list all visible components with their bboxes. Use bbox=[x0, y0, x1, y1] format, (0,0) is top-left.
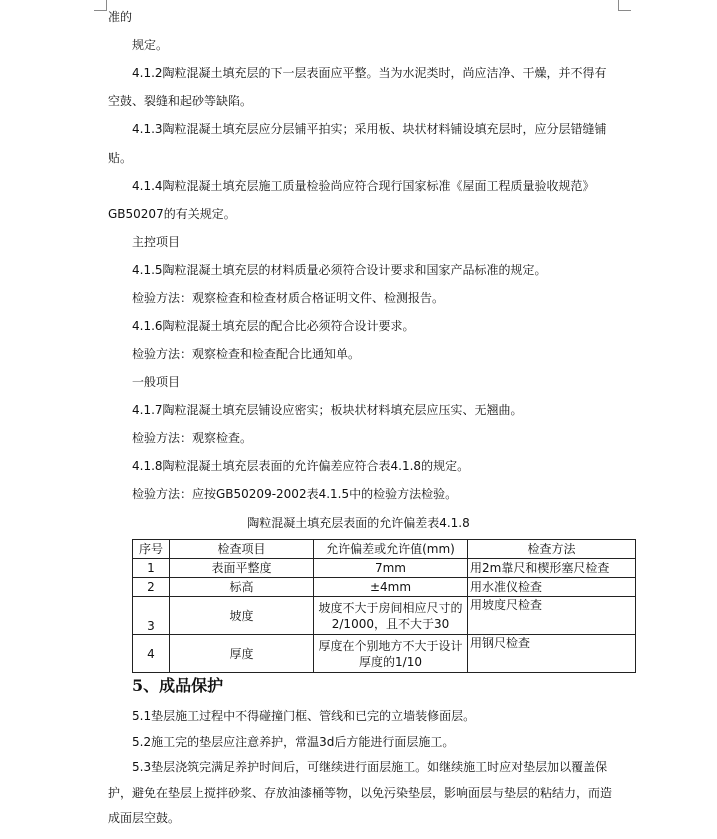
paragraph-line: 5.3垫层浇筑完满足养护时间后，可继续进行面层施工。如继续施工时应对垫层加以覆盖保 bbox=[132, 760, 608, 774]
paragraph-line: 4.1.2陶粒混凝土填充层的下一层表面应平整。当为水泥类时，尚应洁净、干燥，并不得有 bbox=[132, 66, 607, 80]
table-row bbox=[133, 559, 636, 578]
table-cell: 用坡度尺检查 bbox=[468, 597, 636, 635]
paragraph-line: GB50207的有关规定。 bbox=[108, 207, 236, 221]
table-cell-line: 厚度在个别地方不大于设计 bbox=[318, 638, 463, 653]
table-cell: 用钢尺检查 bbox=[468, 635, 636, 673]
tolerance-table bbox=[132, 539, 636, 673]
table-cell: 3 bbox=[133, 597, 170, 635]
paragraph-line: 准的 bbox=[108, 10, 133, 24]
table-caption: 陶粒混凝土填充层表面的允许偏差表4.1.8 bbox=[247, 516, 470, 530]
table-row bbox=[133, 578, 636, 597]
table-cell: ±4mm bbox=[314, 578, 468, 597]
section-heading: 5、成品保护 bbox=[132, 676, 224, 695]
paragraph-line: 护，避免在垫层上搅拌砂浆、存放油漆桶等物，以免污染垫层，影响面层与垫层的粘结力，而造 bbox=[108, 786, 613, 800]
subheading: 主控项目 bbox=[132, 235, 181, 249]
paragraph-line: 规定。 bbox=[132, 38, 169, 52]
paragraph-line: 成面层空鼓。 bbox=[108, 811, 181, 825]
paragraph-line: 5.1垫层施工过程中不得碰撞门框、管线和已完的立墙装修面层。 bbox=[132, 709, 476, 723]
table-header-cell: 检查方法 bbox=[468, 540, 636, 559]
table-header-row bbox=[133, 540, 636, 559]
table-cell: 4 bbox=[133, 635, 170, 673]
paragraph-line: 检验方法：观察检查和检查材质合格证明文件、检测报告。 bbox=[132, 291, 445, 305]
page-corner-mark bbox=[94, 0, 107, 11]
table-header-cell: 序号 bbox=[133, 540, 170, 559]
table-header-cell: 检查项目 bbox=[170, 540, 314, 559]
table-cell bbox=[314, 597, 468, 635]
table-header-cell: 允许偏差或允许值(mm) bbox=[314, 540, 468, 559]
table-cell: 用2m靠尺和楔形塞尺检查 bbox=[468, 559, 636, 578]
table-cell-line: 坡度不大于房间相应尺寸的 bbox=[318, 600, 463, 615]
table-cell-line: 厚度的1/10 bbox=[359, 654, 422, 669]
table-row bbox=[133, 635, 636, 673]
page-corner-mark bbox=[618, 0, 631, 11]
table-cell: 厚度 bbox=[170, 635, 314, 673]
paragraph-line: 4.1.5陶粒混凝土填充层的材料质量必须符合设计要求和国家产品标准的规定。 bbox=[132, 263, 547, 277]
paragraph-line: 4.1.7陶粒混凝土填充层铺设应密实；板块状材料填充层应压实、无翘曲。 bbox=[132, 403, 523, 417]
paragraph-line: 贴。 bbox=[108, 151, 133, 165]
table-cell: 2 bbox=[133, 578, 170, 597]
table-cell: 坡度 bbox=[170, 597, 314, 635]
paragraph-line: 检验方法：观察检查和检查配合比通知单。 bbox=[132, 347, 361, 361]
paragraph-line: 检验方法：应按GB50209-2002表4.1.5中的检验方法检验。 bbox=[132, 487, 458, 501]
subheading: 一般项目 bbox=[132, 375, 181, 389]
paragraph-line: 5.2施工完的垫层应注意养护，常温3d后方能进行面层施工。 bbox=[132, 735, 455, 749]
table-cell-line: 2/1000，且不大于30 bbox=[331, 616, 450, 631]
table-cell: 标高 bbox=[170, 578, 314, 597]
table-cell: 表面平整度 bbox=[170, 559, 314, 578]
paragraph-line: 4.1.8陶粒混凝土填充层表面的允许偏差应符合表4.1.8的规定。 bbox=[132, 459, 470, 473]
table-row bbox=[133, 597, 636, 635]
paragraph-line: 检验方法：观察检查。 bbox=[132, 431, 253, 445]
table-cell: 用水准仪检查 bbox=[468, 578, 636, 597]
paragraph-line: 4.1.3陶粒混凝土填充层应分层铺平拍实；采用板、块状材料铺设填充层时，应分层错缝铺 bbox=[132, 122, 607, 136]
table-cell: 1 bbox=[133, 559, 170, 578]
table-cell bbox=[314, 635, 468, 673]
table-cell: 7mm bbox=[314, 559, 468, 578]
paragraph-line: 4.1.6陶粒混凝土填充层的配合比必须符合设计要求。 bbox=[132, 319, 415, 333]
paragraph-line: 空鼓、裂缝和起砂等缺陷。 bbox=[108, 94, 253, 108]
paragraph-line: 4.1.4陶粒混凝土填充层施工质量检验尚应符合现行国家标准《屋面工程质量验收规范》 bbox=[132, 179, 595, 193]
